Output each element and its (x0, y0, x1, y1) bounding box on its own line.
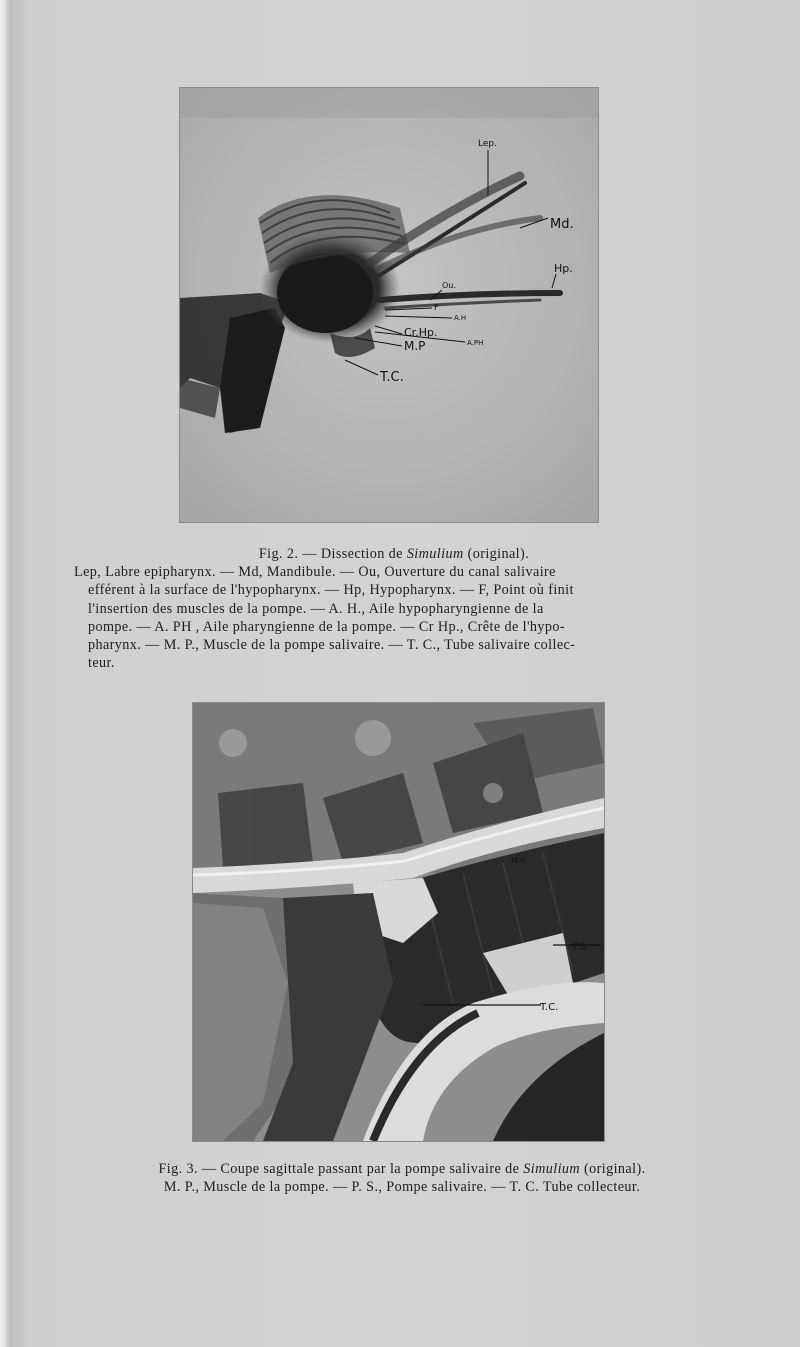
fig2-label-hp: Hp. (554, 262, 573, 275)
fig2-label-tc: T.C. (380, 370, 404, 385)
fig3-label-tc: T.C. (540, 1002, 559, 1013)
legend-line: l'insertion des muscles de la pompe. — A. H., Aile hypopharyngienne de la (88, 600, 544, 617)
figure-3-title: Fig. 3. — Coupe sagittale passant par la pompe salivaire de Simulium (original). (158, 1161, 646, 1177)
fig2-label-ah: A.H (454, 314, 467, 322)
figure-3-legend: M. P., Muscle de la pompe. — P. S., Pompe salivaire. — T. C. Tube collecteur. (163, 1179, 641, 1196)
fig3-label-mp: M.P. (511, 856, 527, 865)
fig2-label-mp: M.P (404, 339, 426, 353)
fig3-label-ps: P.S. (573, 942, 589, 952)
figure-2-legend (74, 563, 714, 672)
figure-3-photo (193, 703, 604, 1141)
legend-line: pompe. — A. PH , Aile pharyngienne de la pompe. — Cr Hp., Crête de l'hypo- (88, 618, 566, 635)
legend-line: teur. (88, 655, 115, 672)
legend-line: Lep, Labre epipharynx. — Md, Mandibule. — Ou, Ouverture du canal salivaire (74, 564, 556, 581)
fig2-label-f: F (434, 303, 439, 312)
figure-2-caption (74, 545, 714, 672)
fig2-label-lep: Lep. (478, 139, 497, 149)
figure-3-section-image (193, 703, 604, 1141)
fig2-label-md: Md. (550, 217, 574, 232)
page-edge (0, 0, 10, 1347)
legend-line: pharynx. — M. P., Muscle de la pompe salivaire. — T. C., Tube salivaire collec- (88, 637, 576, 654)
fig2-label-crhp: Cr.Hp. (404, 326, 438, 339)
figure-2-title: Fig. 2. — Dissection de Simulium (original). (258, 546, 530, 562)
fig2-label-ou: Ou. (442, 281, 456, 290)
figure-2-dissection-image (180, 88, 598, 522)
legend-line: efférent à la surface de l'hypopharynx. — Hp, Hypopharynx. — F, Point où finit (88, 582, 574, 599)
figure-3-caption (82, 1160, 722, 1196)
figure-2-photo (180, 88, 598, 522)
fig2-label-aph: A.PH (467, 339, 484, 347)
